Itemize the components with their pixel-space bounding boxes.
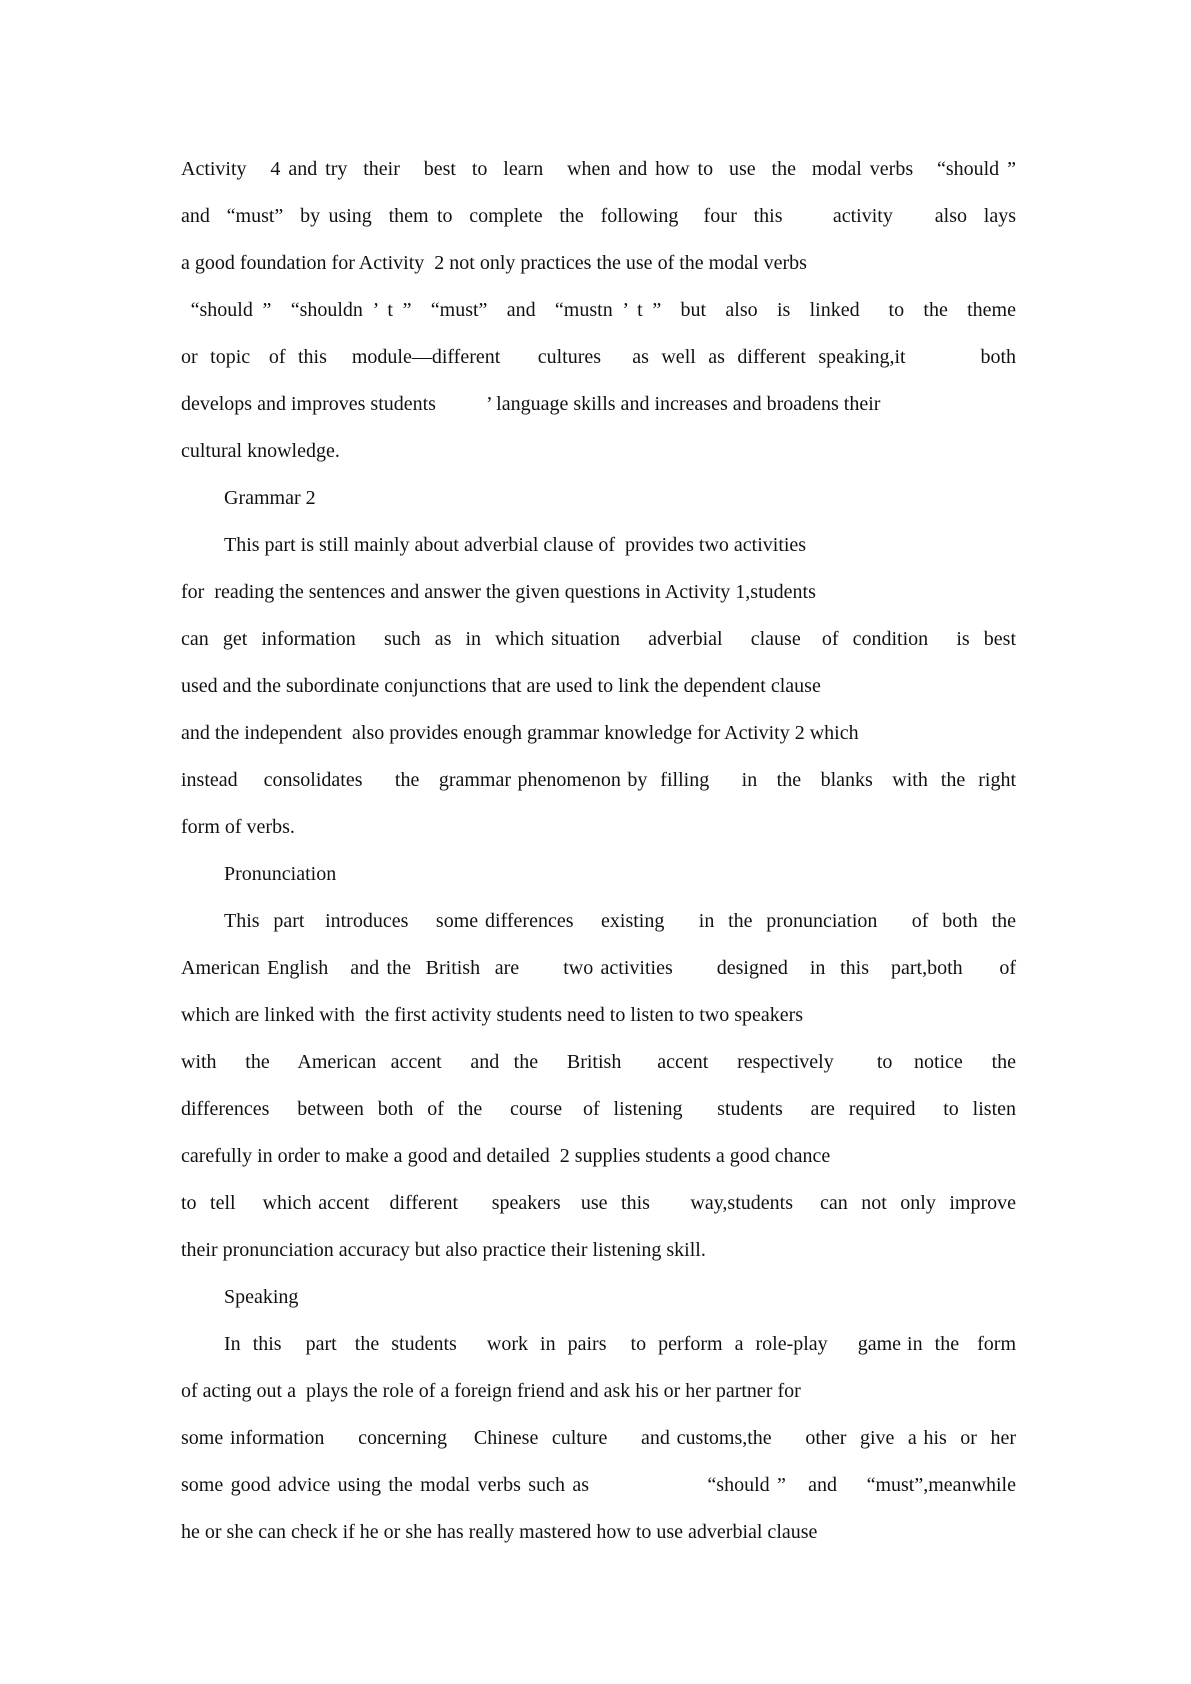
text-line: used and the subordinate conjunctions that are used to link the dependent clause (181, 675, 821, 697)
text-line: form of verbs. (181, 816, 295, 838)
text-line: American English and the British are two activities designed in this part,both of (181, 957, 1016, 979)
text-line: a good foundation for Activity 2 not only practices the use of the modal verbs (181, 252, 807, 274)
text-line: their pronunciation accuracy but also practice their listening skill. (181, 1239, 706, 1261)
text-line: with the American accent and the British accent respectively to notice the (181, 1051, 1016, 1073)
text-line: of acting out a plays the role of a foreign friend and ask his or her partner for (181, 1380, 801, 1402)
text-line: carefully in order to make a good and detailed 2 supplies students a good chance (181, 1145, 831, 1167)
text-line: This part introduces some differences existing in the pronunciation of both the (224, 910, 1016, 932)
text-line: and “must” by using them to complete the following four this activity also lays (181, 205, 1016, 227)
text-line: “should ” “shouldn ’ t ” “must” and “mustn ’ t ” but also is linked to the theme (181, 299, 1016, 321)
section-heading-grammar: Grammar 2 (224, 487, 316, 509)
text-line: or topic of this module—different cultures as well as different speaking,it both (181, 346, 1016, 368)
text-line: to tell which accent different speakers use this way,students can not only improve (181, 1192, 1016, 1214)
section-heading-pronunciation: Pronunciation (224, 863, 337, 885)
text-line: can get information such as in which situation adverbial clause of condition is best (181, 628, 1016, 650)
text-line: differences between both of the course of listening students are required to listen (181, 1098, 1016, 1120)
text-line: develops and improves students ’ language skills and increases and broadens their (181, 393, 881, 415)
text-line: which are linked with the first activity students need to listen to two speakers (181, 1004, 804, 1026)
text-line: for reading the sentences and answer the given questions in Activity 1,students (181, 581, 816, 603)
text-line: some information concerning Chinese culture and customs,the other give a his or her (181, 1427, 1016, 1449)
text-line: cultural knowledge. (181, 440, 340, 462)
text-line: and the independent also provides enough grammar knowledge for Activity 2 which (181, 722, 859, 744)
text-line: he or she can check if he or she has really mastered how to use adverbial clause (181, 1521, 818, 1543)
text-line: In this part the students work in pairs to perform a role-play game in the form (224, 1333, 1016, 1355)
text-line: This part is still mainly about adverbial clause of provides two activities (224, 534, 807, 556)
section-heading-speaking: Speaking (224, 1286, 299, 1308)
text-line: Activity 4 and try their best to learn when and how to use the modal verbs “should ” (181, 158, 1016, 180)
text-line: instead consolidates the grammar phenomenon by filling in the blanks with the right (181, 769, 1016, 791)
text-line: some good advice using the modal verbs such as “should ” and “must”,meanwhile (181, 1474, 1016, 1496)
